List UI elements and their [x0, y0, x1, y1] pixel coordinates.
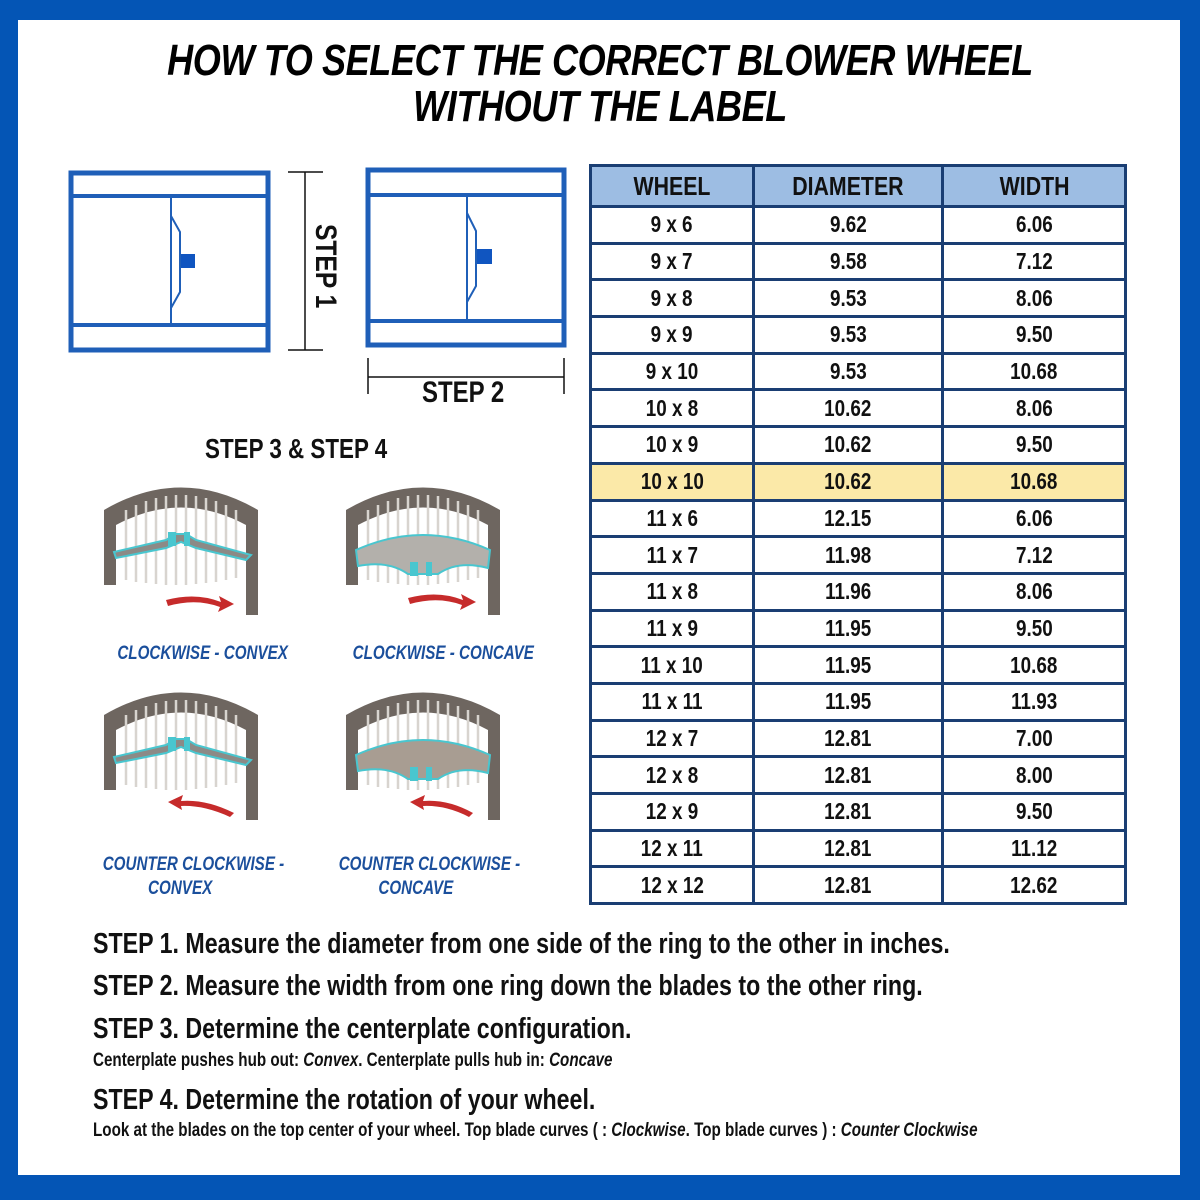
step-4-instruction: [93, 1084, 721, 1117]
width-cell: 9.50: [943, 317, 1126, 354]
wheel-size-cell: 11 x 11: [591, 683, 754, 720]
wheel-size-cell: 12 x 7: [591, 720, 754, 757]
diameter-cell: 10.62: [754, 463, 943, 500]
width-cell: 11.12: [943, 830, 1126, 867]
step-2-text: Measure the width from one ring down the blades to the other ring.: [178, 970, 923, 1002]
step-1-text: Measure the diameter from one side of the ring to the other in inches.: [178, 928, 950, 960]
wheel-size-cell: 9 x 10: [591, 353, 754, 390]
width-cell: 7.12: [943, 243, 1126, 280]
wheel-size-cell: 11 x 8: [591, 573, 754, 610]
width-cell: 6.06: [943, 500, 1126, 537]
table-row: [591, 207, 1126, 244]
table-row: [591, 757, 1126, 794]
table-row: [591, 317, 1126, 354]
table-row: [591, 353, 1126, 390]
width-cell: 10.68: [943, 647, 1126, 684]
table-row: [591, 794, 1126, 831]
width-cell: 11.93: [943, 683, 1126, 720]
diameter-cell: 12.81: [754, 757, 943, 794]
step-3-4-label: STEP 3 & STEP 4: [205, 433, 388, 464]
header-width: WIDTH: [943, 166, 1126, 207]
diameter-cell: 12.15: [754, 500, 943, 537]
wheel-size-cell: 9 x 7: [591, 243, 754, 280]
title-line-2: WITHOUT THE LABEL: [413, 82, 787, 131]
wheel-size-cell: 10 x 9: [591, 427, 754, 464]
width-cell: 6.06: [943, 207, 1126, 244]
header-wheel: WHEEL: [591, 166, 754, 207]
step-1-instruction: [93, 928, 1164, 961]
width-cell: 8.06: [943, 390, 1126, 427]
width-cell: 12.62: [943, 867, 1126, 904]
table-row: [591, 500, 1126, 537]
diameter-cell: 11.95: [754, 610, 943, 647]
width-cell: 9.50: [943, 427, 1126, 464]
caption-counter-clockwise-concave: COUNTER CLOCKWISE - CONCAVE: [338, 854, 521, 899]
diameter-cell: 9.58: [754, 243, 943, 280]
table-row: [591, 537, 1126, 574]
step-3-instruction: [93, 1013, 766, 1046]
diameter-cell: 12.81: [754, 720, 943, 757]
diameter-diagram: [68, 170, 343, 355]
width-cell: 8.00: [943, 757, 1126, 794]
step-4-text: Determine the rotation of your wheel.: [178, 1084, 596, 1116]
table-row: [591, 647, 1126, 684]
width-cell: 8.06: [943, 280, 1126, 317]
wheel-size-cell: 11 x 9: [591, 610, 754, 647]
table-header-row: [591, 166, 1126, 207]
blower-wheel-clockwise-concave-icon: [338, 470, 508, 620]
table-row: [591, 683, 1126, 720]
wheel-size-cell: 12 x 9: [591, 794, 754, 831]
wheel-size-cell: 9 x 6: [591, 207, 754, 244]
diameter-cell: 9.53: [754, 353, 943, 390]
table-row: [591, 573, 1126, 610]
width-cell: 7.12: [943, 537, 1126, 574]
wheel-size-cell: 12 x 12: [591, 867, 754, 904]
diameter-cell: 11.95: [754, 683, 943, 720]
width-cell: 10.68: [943, 463, 1126, 500]
wheel-size-cell: 10 x 10: [591, 463, 754, 500]
width-cell: 8.06: [943, 573, 1126, 610]
diameter-cell: 10.62: [754, 427, 943, 464]
table-row: [591, 280, 1126, 317]
wheel-size-cell: 10 x 8: [591, 390, 754, 427]
diameter-cell: 9.53: [754, 317, 943, 354]
wheel-size-table: [589, 164, 1127, 905]
diameter-cell: 11.98: [754, 537, 943, 574]
table-row: [591, 610, 1126, 647]
step-2-instruction: [93, 970, 1130, 1003]
step-1-label: STEP 1.: [93, 928, 179, 960]
step-3-note: Centerplate pushes hub out: Convex. Centerplate pulls hub in: Concave: [93, 1050, 613, 1071]
diameter-cell: 10.62: [754, 390, 943, 427]
diameter-cell: 12.81: [754, 830, 943, 867]
diameter-cell: 11.95: [754, 647, 943, 684]
table-row: [591, 867, 1126, 904]
diameter-cell: 9.53: [754, 280, 943, 317]
width-cell: 9.50: [943, 610, 1126, 647]
wheel-size-cell: 12 x 8: [591, 757, 754, 794]
diameter-cell: 11.96: [754, 573, 943, 610]
diameter-cell: 12.81: [754, 794, 943, 831]
caption-counter-clockwise-convex: COUNTER CLOCKWISE - CONVEX: [102, 854, 285, 899]
table-row: [591, 830, 1126, 867]
step-1-diagram-label: STEP 1: [309, 224, 342, 309]
wheel-size-cell: 11 x 6: [591, 500, 754, 537]
width-cell: 9.50: [943, 794, 1126, 831]
blower-wheel-counter-clockwise-concave-icon: [338, 675, 508, 825]
step-4-note: Look at the blades on the top center of your wheel. Top blade curves ( : Clockwise. Top blade curves ) : Counter Clockwise: [93, 1120, 978, 1141]
table-row: [591, 390, 1126, 427]
wheel-size-cell: 9 x 9: [591, 317, 754, 354]
diameter-cell: 9.62: [754, 207, 943, 244]
blower-wheel-clockwise-convex-icon: [96, 470, 266, 620]
wheel-size-cell: 12 x 11: [591, 830, 754, 867]
blower-wheel-counter-clockwise-convex-icon: [96, 675, 266, 825]
step-4-label: STEP 4.: [93, 1084, 179, 1116]
table-row: [591, 243, 1126, 280]
table-row: [591, 427, 1126, 464]
table-row: [591, 463, 1126, 500]
table-row: [591, 720, 1126, 757]
wheel-size-cell: 11 x 7: [591, 537, 754, 574]
caption-clockwise-convex: CLOCKWISE - CONVEX: [117, 643, 288, 664]
step-2-label: STEP 2.: [93, 970, 179, 1002]
title-line-1: HOW TO SELECT THE CORRECT BLOWER WHEEL: [167, 36, 1033, 85]
step-3-text: Determine the centerplate configuration.: [178, 1013, 632, 1045]
width-cell: 7.00: [943, 720, 1126, 757]
caption-clockwise-concave: CLOCKWISE - CONCAVE: [352, 643, 534, 664]
page-title: [108, 38, 1092, 130]
wheel-size-cell: 11 x 10: [591, 647, 754, 684]
diameter-cell: 12.81: [754, 867, 943, 904]
header-diameter: DIAMETER: [754, 166, 943, 207]
wheel-size-cell: 9 x 8: [591, 280, 754, 317]
step-2-diagram-label: STEP 2: [422, 376, 505, 409]
width-cell: 10.68: [943, 353, 1126, 390]
step-3-label: STEP 3.: [93, 1013, 179, 1045]
width-diagram: [364, 166, 569, 396]
